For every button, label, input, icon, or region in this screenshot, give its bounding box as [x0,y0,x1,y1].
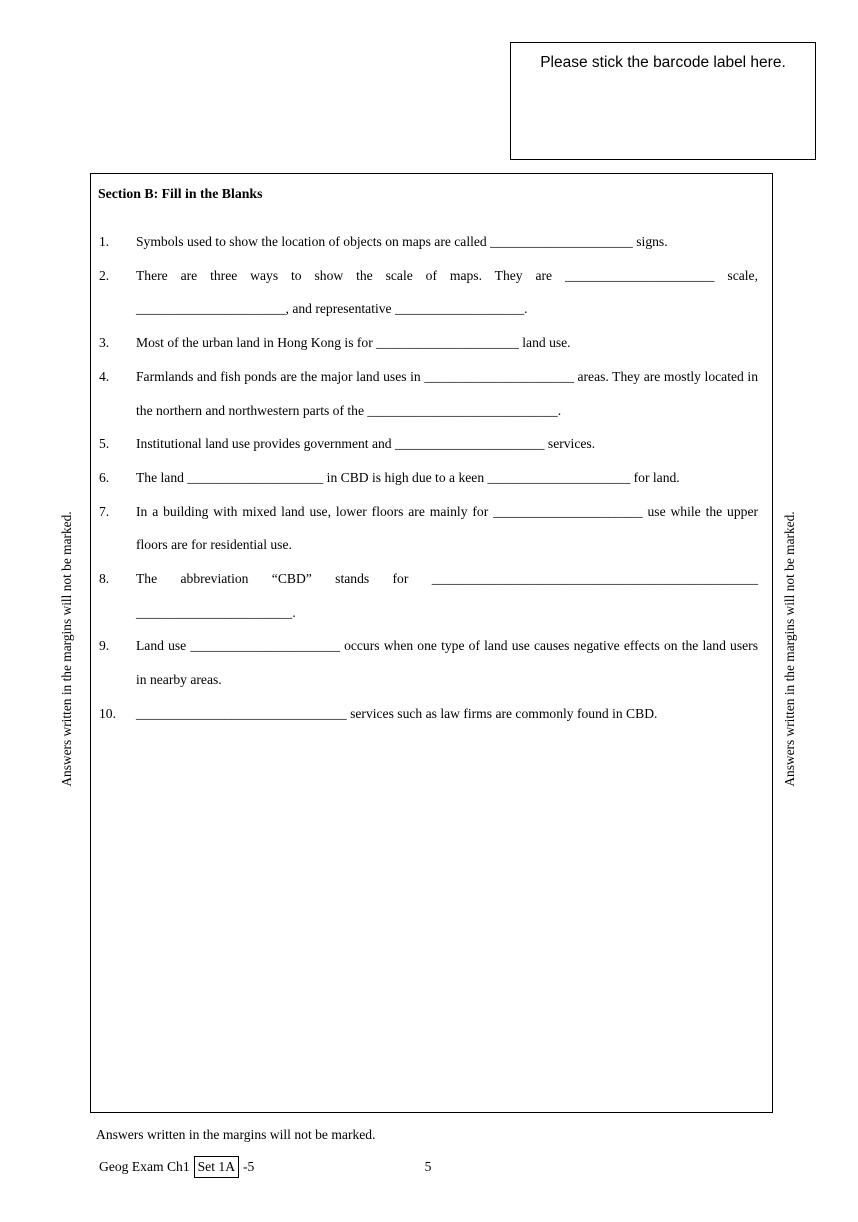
question-item [91,259,758,326]
margin-note-left: Answers written in the margins will not be marked. [59,511,74,787]
question-list [91,225,772,731]
question-item [91,697,758,731]
question-text: Land use ______________________ occurs when one type of land use causes negative effects on the land users in nearby areas. [136,638,758,688]
answer-area-box [90,173,773,1113]
barcode-label-box [510,42,816,160]
question-item [91,629,758,696]
footer-note: Answers written in the margins will not be marked. [96,1127,376,1142]
question-item [91,225,758,259]
question-number: 5. [99,436,110,452]
question-number: 2. [99,267,110,283]
footer-set-label: Set 1A [194,1156,239,1178]
question-number: 8. [99,571,110,587]
question-item [91,427,758,461]
question-number: 7. [99,503,110,519]
footer-document-code [99,1156,254,1178]
question-text: The land ____________________ in CBD is high due to a keen _____________________ for land. [136,469,680,485]
question-number: 4. [99,368,110,384]
question-item [91,326,758,360]
question-number: 3. [99,335,110,351]
question-text: Farmlands and fish ponds are the major land uses in ______________________ areas. They are mostly located in the northern and northwestern parts of the ____________________________. [136,368,758,418]
question-text: Symbols used to show the location of objects on maps are called _____________________ signs. [136,234,668,249]
barcode-label-text: Please stick the barcode label here. [540,54,786,71]
question-text: The abbreviation “CBD” stands for ________________________________________________ _______________________. [136,571,758,620]
question-item [91,360,758,427]
question-number: 1. [99,234,110,249]
question-number: 9. [99,638,110,654]
margin-note-right: Answers written in the margins will not be marked. [782,511,797,787]
question-text: There are three ways to show the scale of maps. They are ______________________ scale, ______________________, and representative ___________________. [136,267,758,317]
question-text: In a building with mixed land use, lower floors are mainly for ______________________ use while the upper floors are for residential use. [136,503,758,553]
footer-code-prefix: Geog Exam Ch1 [99,1159,190,1174]
question-text: Most of the urban land in Hong Kong is for _____________________ land use. [136,335,571,351]
question-text: Institutional land use provides government and ______________________ services. [136,436,596,452]
question-item [91,562,758,629]
question-number: 6. [99,469,110,485]
question-text: _______________________________ services such as law firms are commonly found in CBD. [136,705,658,721]
question-item [91,461,758,495]
page-number: 5 [424,1159,432,1174]
section-title: Section B: Fill in the Blanks [98,186,263,201]
question-item [91,495,758,562]
question-number: 10. [99,705,116,721]
footer-code-suffix: -5 [243,1159,255,1174]
